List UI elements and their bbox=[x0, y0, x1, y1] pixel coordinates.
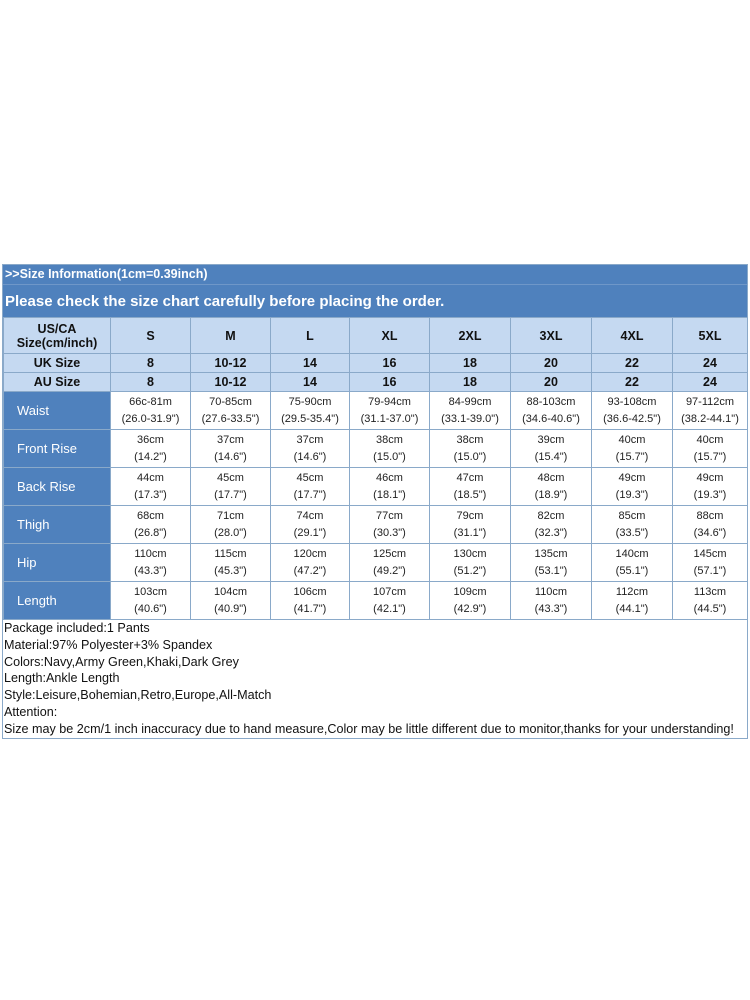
au-size-label: AU Size bbox=[4, 373, 111, 392]
cm-value: 140cm bbox=[615, 547, 649, 560]
au-size-cell: 24 bbox=[673, 373, 748, 392]
inch-value: (15.7") bbox=[693, 450, 727, 463]
cm-value: 107cm bbox=[372, 585, 407, 598]
note-line: Package included:1 Pants bbox=[4, 621, 150, 635]
measurement-cell bbox=[111, 544, 191, 582]
cm-value: 145cm bbox=[693, 547, 727, 560]
us-size-label: US/CA Size(cm/inch) bbox=[4, 318, 111, 354]
note-line: Attention: bbox=[4, 704, 58, 719]
cm-value: 79-94cm bbox=[368, 395, 411, 408]
uk-size-cell: 18 bbox=[430, 354, 511, 373]
us-size-cell: 4XL bbox=[592, 318, 673, 354]
inch-value: (29.5-35.4") bbox=[281, 412, 339, 425]
inch-value: (44.1") bbox=[615, 602, 649, 615]
measurement-cell bbox=[350, 506, 430, 544]
inch-value: (31.1") bbox=[453, 526, 487, 539]
measurement-label: Hip bbox=[4, 544, 111, 582]
cm-value: 70-85cm bbox=[209, 395, 252, 408]
measurement-cell bbox=[673, 430, 748, 468]
measurement-cell bbox=[191, 468, 271, 506]
uk-size-cell: 14 bbox=[271, 354, 350, 373]
measurement-cell bbox=[271, 392, 350, 430]
us-size-cell: M bbox=[191, 318, 271, 354]
inch-value: (40.9") bbox=[214, 602, 247, 615]
inch-value: (43.3") bbox=[534, 602, 568, 615]
measurement-cell bbox=[111, 506, 191, 544]
inch-value: (15.0") bbox=[453, 450, 487, 463]
inch-value: (42.1") bbox=[373, 602, 406, 615]
inch-value: (27.6-33.5") bbox=[201, 412, 260, 425]
inch-value: (33.5") bbox=[615, 526, 649, 539]
measurement-cell bbox=[350, 392, 430, 430]
cm-value: 37cm bbox=[296, 433, 324, 446]
inch-value: (53.1") bbox=[534, 564, 568, 577]
cm-value: 85cm bbox=[618, 509, 646, 522]
measurement-label: Front Rise bbox=[4, 430, 111, 468]
measurement-row bbox=[4, 468, 748, 506]
note-line: Colors:Navy,Army Green,Khaki,Dark Grey bbox=[4, 654, 239, 669]
measurement-cell bbox=[430, 430, 511, 468]
measurement-cell bbox=[430, 468, 511, 506]
cm-value: 49cm bbox=[696, 471, 724, 484]
inch-value: (38.2-44.1") bbox=[681, 412, 739, 425]
au-size-cell: 16 bbox=[350, 373, 430, 392]
size-info-title: >>Size Information(1cm=0.39inch) bbox=[3, 265, 747, 284]
inch-value: (40.6") bbox=[134, 602, 167, 615]
measurement-row bbox=[4, 430, 748, 468]
cm-value: 79cm bbox=[456, 509, 484, 522]
measurement-cell bbox=[430, 544, 511, 582]
measurement-cell bbox=[673, 544, 748, 582]
inch-value: (14.6") bbox=[293, 450, 327, 463]
measurement-cell bbox=[430, 392, 511, 430]
cm-value: 47cm bbox=[456, 471, 484, 484]
measurement-cell bbox=[350, 430, 430, 468]
measurement-cell bbox=[511, 544, 592, 582]
us-size-cell: XL bbox=[350, 318, 430, 354]
cm-value: 88-103cm bbox=[526, 395, 576, 408]
us-size-cell: 2XL bbox=[430, 318, 511, 354]
measurement-cell bbox=[430, 582, 511, 620]
measurement-label: Waist bbox=[4, 392, 111, 430]
us-size-cell: 5XL bbox=[673, 318, 748, 354]
cm-value: 38cm bbox=[456, 433, 484, 446]
cm-value: 104cm bbox=[213, 585, 248, 598]
inch-value: (17.3") bbox=[134, 488, 167, 501]
cm-value: 49cm bbox=[618, 471, 646, 484]
uk-size-row bbox=[4, 354, 748, 373]
cm-value: 77cm bbox=[376, 509, 403, 522]
inch-value: (57.1") bbox=[693, 564, 727, 577]
measurement-cell bbox=[673, 468, 748, 506]
cm-value: 112cm bbox=[615, 585, 649, 598]
cm-value: 44cm bbox=[137, 471, 164, 484]
measurement-cell bbox=[511, 392, 592, 430]
measurement-cell bbox=[191, 544, 271, 582]
cm-value: 66c-81m bbox=[129, 395, 172, 408]
measurement-cell bbox=[111, 392, 191, 430]
inch-value: (47.2") bbox=[293, 564, 327, 577]
size-chart-instruction: Please check the size chart carefully before placing the order. bbox=[3, 284, 747, 317]
note-line: Size may be 2cm/1 inch inaccuracy due to hand measure,Color may be little different due to monitor,thanks for your understanding! bbox=[4, 721, 734, 736]
measurement-cell bbox=[271, 468, 350, 506]
inch-value: (26.0-31.9") bbox=[121, 412, 180, 425]
inch-value: (18.1") bbox=[373, 488, 406, 501]
inch-value: (17.7") bbox=[214, 488, 247, 501]
inch-value: (51.2") bbox=[453, 564, 487, 577]
measurement-cell bbox=[511, 430, 592, 468]
uk-size-cell: 8 bbox=[111, 354, 191, 373]
inch-value: (45.3") bbox=[214, 564, 247, 577]
measurement-cell bbox=[592, 506, 673, 544]
cm-value: 120cm bbox=[293, 547, 327, 560]
measurement-label: Thigh bbox=[4, 506, 111, 544]
cm-value: 68cm bbox=[137, 509, 164, 522]
cm-value: 93-108cm bbox=[607, 395, 657, 408]
inch-value: (55.1") bbox=[615, 564, 649, 577]
cm-value: 74cm bbox=[296, 509, 324, 522]
cm-value: 135cm bbox=[534, 547, 568, 560]
cm-value: 110cm bbox=[134, 547, 167, 560]
cm-value: 48cm bbox=[537, 471, 565, 484]
cm-value: 82cm bbox=[537, 509, 565, 522]
uk-size-cell: 16 bbox=[350, 354, 430, 373]
inch-value: (17.7") bbox=[293, 488, 327, 501]
cm-value: 46cm bbox=[376, 471, 403, 484]
measurement-cell bbox=[271, 506, 350, 544]
measurement-cell bbox=[592, 468, 673, 506]
inch-value: (32.3") bbox=[534, 526, 568, 539]
uk-size-cell: 24 bbox=[673, 354, 748, 373]
measurement-cell bbox=[592, 544, 673, 582]
inch-value: (33.1-39.0") bbox=[441, 412, 499, 425]
inch-value: (34.6-40.6") bbox=[522, 412, 580, 425]
measurement-cell bbox=[511, 506, 592, 544]
au-size-cell: 14 bbox=[271, 373, 350, 392]
inch-value: (26.8") bbox=[134, 526, 167, 539]
us-size-cell: S bbox=[111, 318, 191, 354]
cm-value: 110cm bbox=[534, 585, 568, 598]
cm-value: 40cm bbox=[696, 433, 724, 446]
au-size-cell: 8 bbox=[111, 373, 191, 392]
measurement-cell bbox=[191, 392, 271, 430]
au-size-cell: 18 bbox=[430, 373, 511, 392]
inch-value: (41.7") bbox=[293, 602, 327, 615]
measurement-cell bbox=[191, 430, 271, 468]
uk-size-cell: 22 bbox=[592, 354, 673, 373]
measurement-cell bbox=[592, 392, 673, 430]
measurement-cell bbox=[350, 544, 430, 582]
measurement-row bbox=[4, 544, 748, 582]
measurement-cell bbox=[271, 430, 350, 468]
measurement-cell bbox=[350, 582, 430, 620]
measurement-cell bbox=[271, 544, 350, 582]
measurement-cell bbox=[511, 468, 592, 506]
cm-value: 115cm bbox=[214, 547, 247, 560]
cm-value: 109cm bbox=[453, 585, 487, 598]
inch-value: (15.4") bbox=[534, 450, 568, 463]
measurement-label: Length bbox=[4, 582, 111, 620]
measurement-cell bbox=[111, 468, 191, 506]
au-size-cell: 22 bbox=[592, 373, 673, 392]
cm-value: 40cm bbox=[618, 433, 646, 446]
note-line: Material:97% Polyester+3% Spandex bbox=[4, 637, 213, 652]
measurement-cell bbox=[111, 430, 191, 468]
uk-size-label: UK Size bbox=[4, 354, 111, 373]
measurement-row bbox=[4, 392, 748, 430]
measurement-cell bbox=[673, 506, 748, 544]
inch-value: (36.6-42.5") bbox=[603, 412, 661, 425]
cm-value: 113cm bbox=[693, 585, 727, 598]
uk-size-cell: 20 bbox=[511, 354, 592, 373]
measurement-label: Back Rise bbox=[4, 468, 111, 506]
us-size-cell: L bbox=[271, 318, 350, 354]
inch-value: (31.1-37.0") bbox=[360, 412, 419, 425]
uk-size-cell: 10-12 bbox=[191, 354, 271, 373]
cm-value: 97-112cm bbox=[685, 395, 735, 408]
size-chart bbox=[2, 264, 748, 739]
inch-value: (43.3") bbox=[134, 564, 167, 577]
measurement-cell bbox=[592, 582, 673, 620]
cm-value: 84-99cm bbox=[448, 395, 492, 408]
measurement-row bbox=[4, 582, 748, 620]
note-line: Style:Leisure,Bohemian,Retro,Europe,All-Match bbox=[4, 688, 272, 703]
measurement-cell bbox=[350, 468, 430, 506]
measurement-cell bbox=[111, 582, 191, 620]
measurement-cell bbox=[673, 582, 748, 620]
measurement-cell bbox=[191, 582, 271, 620]
cm-value: 106cm bbox=[293, 585, 327, 598]
au-size-cell: 10-12 bbox=[191, 373, 271, 392]
inch-value: (44.5") bbox=[693, 602, 727, 615]
measurement-cell bbox=[191, 506, 271, 544]
measurement-cell bbox=[430, 506, 511, 544]
cm-value: 39cm bbox=[537, 433, 565, 446]
cm-value: 125cm bbox=[372, 547, 407, 560]
measurement-cell bbox=[271, 582, 350, 620]
product-notes bbox=[3, 620, 747, 738]
inch-value: (14.2") bbox=[134, 450, 167, 463]
au-size-row bbox=[4, 373, 748, 392]
inch-value: (42.9") bbox=[453, 602, 487, 615]
inch-value: (19.3") bbox=[693, 488, 727, 501]
measurement-cell bbox=[673, 392, 748, 430]
measurement-cell bbox=[592, 430, 673, 468]
inch-value: (18.9") bbox=[534, 488, 568, 501]
cm-value: 37cm bbox=[217, 433, 244, 446]
inch-value: (14.6") bbox=[214, 450, 247, 463]
cm-value: 36cm bbox=[137, 433, 164, 446]
measurement-cell bbox=[511, 582, 592, 620]
us-size-cell: 3XL bbox=[511, 318, 592, 354]
cm-value: 71cm bbox=[217, 509, 244, 522]
us-size-row bbox=[4, 318, 748, 354]
cm-value: 103cm bbox=[133, 585, 168, 598]
measurement-row bbox=[4, 506, 748, 544]
inch-value: (49.2") bbox=[373, 564, 406, 577]
cm-value: 75-90cm bbox=[288, 395, 332, 408]
cm-value: 130cm bbox=[453, 547, 487, 560]
inch-value: (18.5") bbox=[453, 488, 487, 501]
inch-value: (19.3") bbox=[615, 488, 649, 501]
size-table bbox=[3, 317, 748, 620]
cm-value: 38cm bbox=[376, 433, 403, 446]
inch-value: (34.6") bbox=[693, 526, 727, 539]
cm-value: 45cm bbox=[217, 471, 244, 484]
inch-value: (15.0") bbox=[373, 450, 406, 463]
note-line: Length:Ankle Length bbox=[4, 671, 120, 686]
inch-value: (30.3") bbox=[373, 526, 406, 539]
inch-value: (15.7") bbox=[615, 450, 649, 463]
au-size-cell: 20 bbox=[511, 373, 592, 392]
cm-value: 45cm bbox=[296, 471, 324, 484]
cm-value: 88cm bbox=[696, 509, 724, 522]
inch-value: (29.1") bbox=[293, 526, 327, 539]
inch-value: (28.0") bbox=[214, 526, 247, 539]
